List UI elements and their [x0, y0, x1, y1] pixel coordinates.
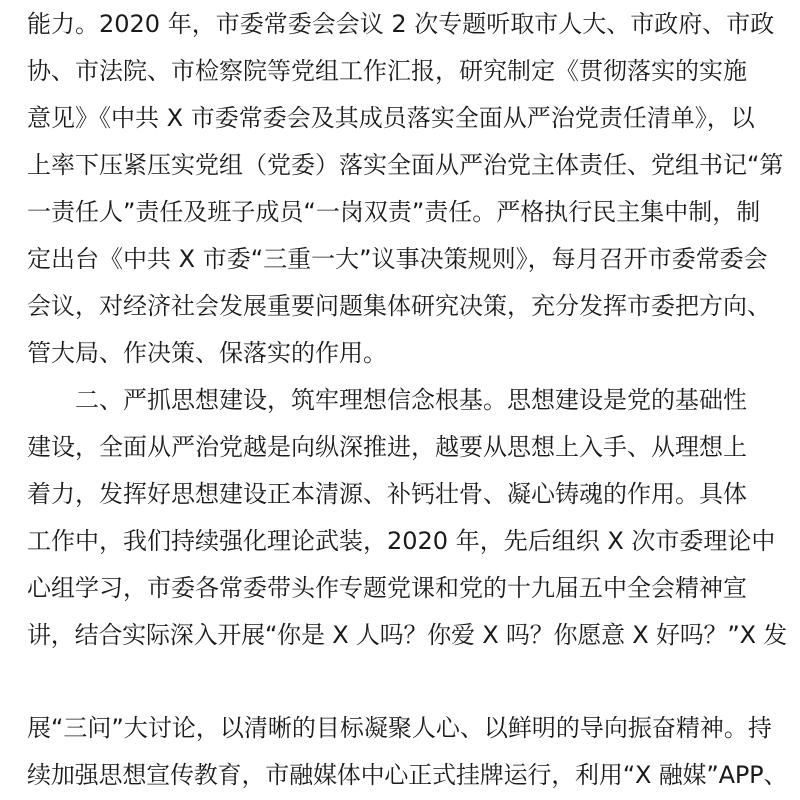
text-line: 工作中，我们持续强化理论武装，2020 年，先后组织 X 次市委理论中: [27, 527, 776, 555]
text-line: 讲，结合实际深入开展“你是 X 人吗？你爱 X 吗？你愿意 X 好吗？”X 发: [27, 621, 787, 649]
text-line: 续加强思想宣传教育，市融媒体中心正式挂牌运行，利用“X 融媒”APP、: [27, 761, 787, 789]
text-line: 定出台《中共 X 市委“三重一大”议事决策规则》，每月召开市委常委会: [27, 245, 768, 273]
text-line: 会议，对经济社会发展重要问题集体研究决策，充分发挥市委把方向、: [27, 292, 771, 320]
text-line: 展“三问”大讨论，以清晰的目标凝聚人心、以鲜明的导向振奋精神。持: [27, 714, 772, 742]
text-line: 管大局、作决策、保落实的作用。: [27, 339, 387, 367]
text-line: 心组学习，市委各常委带头作专题党课和党的十九届五中全会精神宣: [27, 574, 747, 602]
text-line: 上率下压紧压实党组（党委）落实全面从严治党主体责任、党组书记“第: [27, 151, 784, 179]
text-line: 一责任人”责任及班子成员“一岗双责”责任。严格执行民主集中制，制: [27, 198, 761, 226]
text-line: 建设，全面从严治党越是向纵深推进，越要从思想上入手、从理想上: [27, 433, 747, 461]
text-line: 能力。2020 年，市委常委会会议 2 次专题听取市人大、市政府、市政: [27, 10, 775, 38]
text-line: 协、市法院、市检察院等党组工作汇报，研究制定《贯彻落实的实施: [27, 57, 747, 85]
text-line: 意见》《中共 X 市委常委会及其成员落实全面从严治党责任清单》，以: [27, 104, 755, 132]
section-heading-line: 二、严抓思想建设，筑牢理想信念根基。思想建设是党的基础性: [27, 386, 747, 414]
text-line: 着力，发挥好思想建设正本清源、补钙壮骨、凝心铸魂的作用。具体: [27, 480, 747, 508]
